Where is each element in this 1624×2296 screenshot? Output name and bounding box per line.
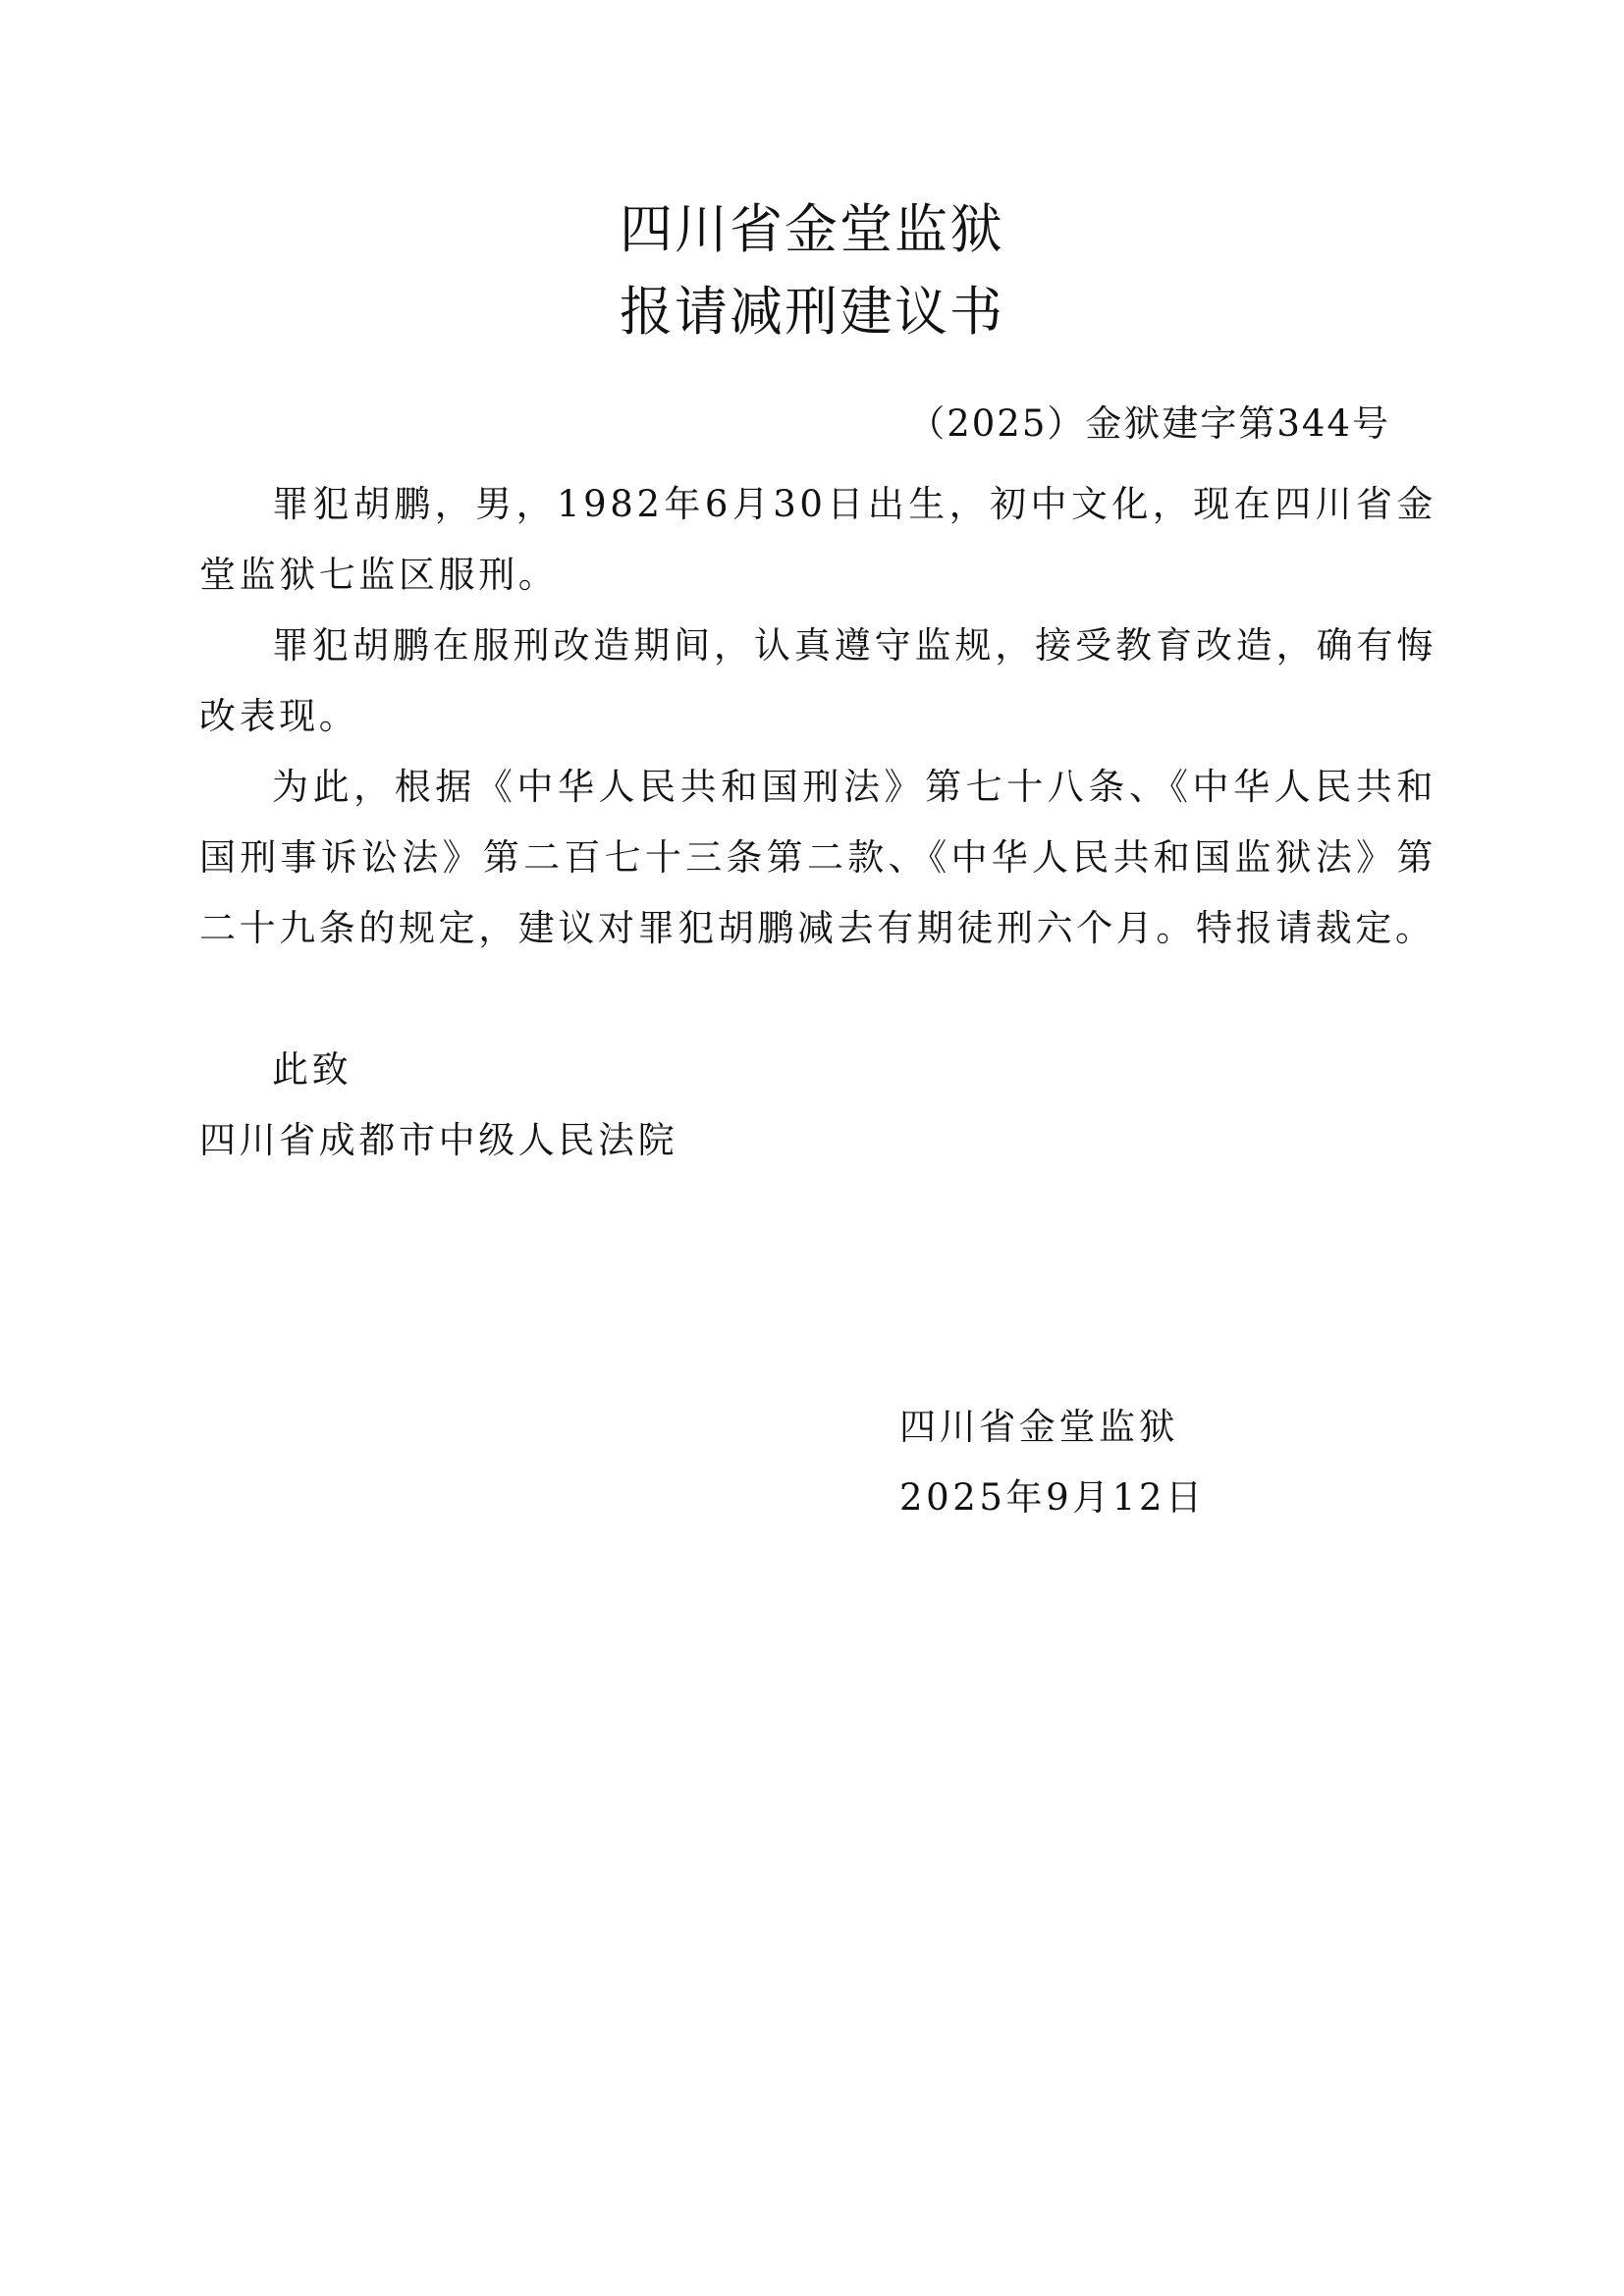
document-number: （2025）金狱建字第344号 (908, 402, 1390, 445)
signature-date: 2025年9月12日 (899, 1476, 1206, 1519)
document-title-line2: 报请减刑建议书 (620, 281, 1004, 343)
paragraph-behavior: 罪犯胡鹏在服刑改造期间，认真遵守监规，接受教育改造，确有悔改表现。 (199, 624, 1436, 737)
paragraph-inmate-info: 罪犯胡鹏，男，1982年6月30日出生，初中文化，现在四川省金堂监狱七监区服刑。 (199, 483, 1436, 596)
paragraph-recommendation: 为此，根据《中华人民共和国刑法》第七十八条、《中华人民共和国刑事诉讼法》第二百七十三条第二款、《中华人民共和国监狱法》第二十九条的规定，建议对罪犯胡鹏减去有期徒刑六个月。特报请裁定。 (199, 766, 1436, 949)
salutation: 此致 (272, 1048, 352, 1091)
document-title-line1: 四川省金堂监狱 (620, 198, 1004, 260)
signature-organization: 四川省金堂监狱 (899, 1406, 1179, 1448)
recipient: 四川省成都市中级人民法院 (199, 1119, 678, 1161)
